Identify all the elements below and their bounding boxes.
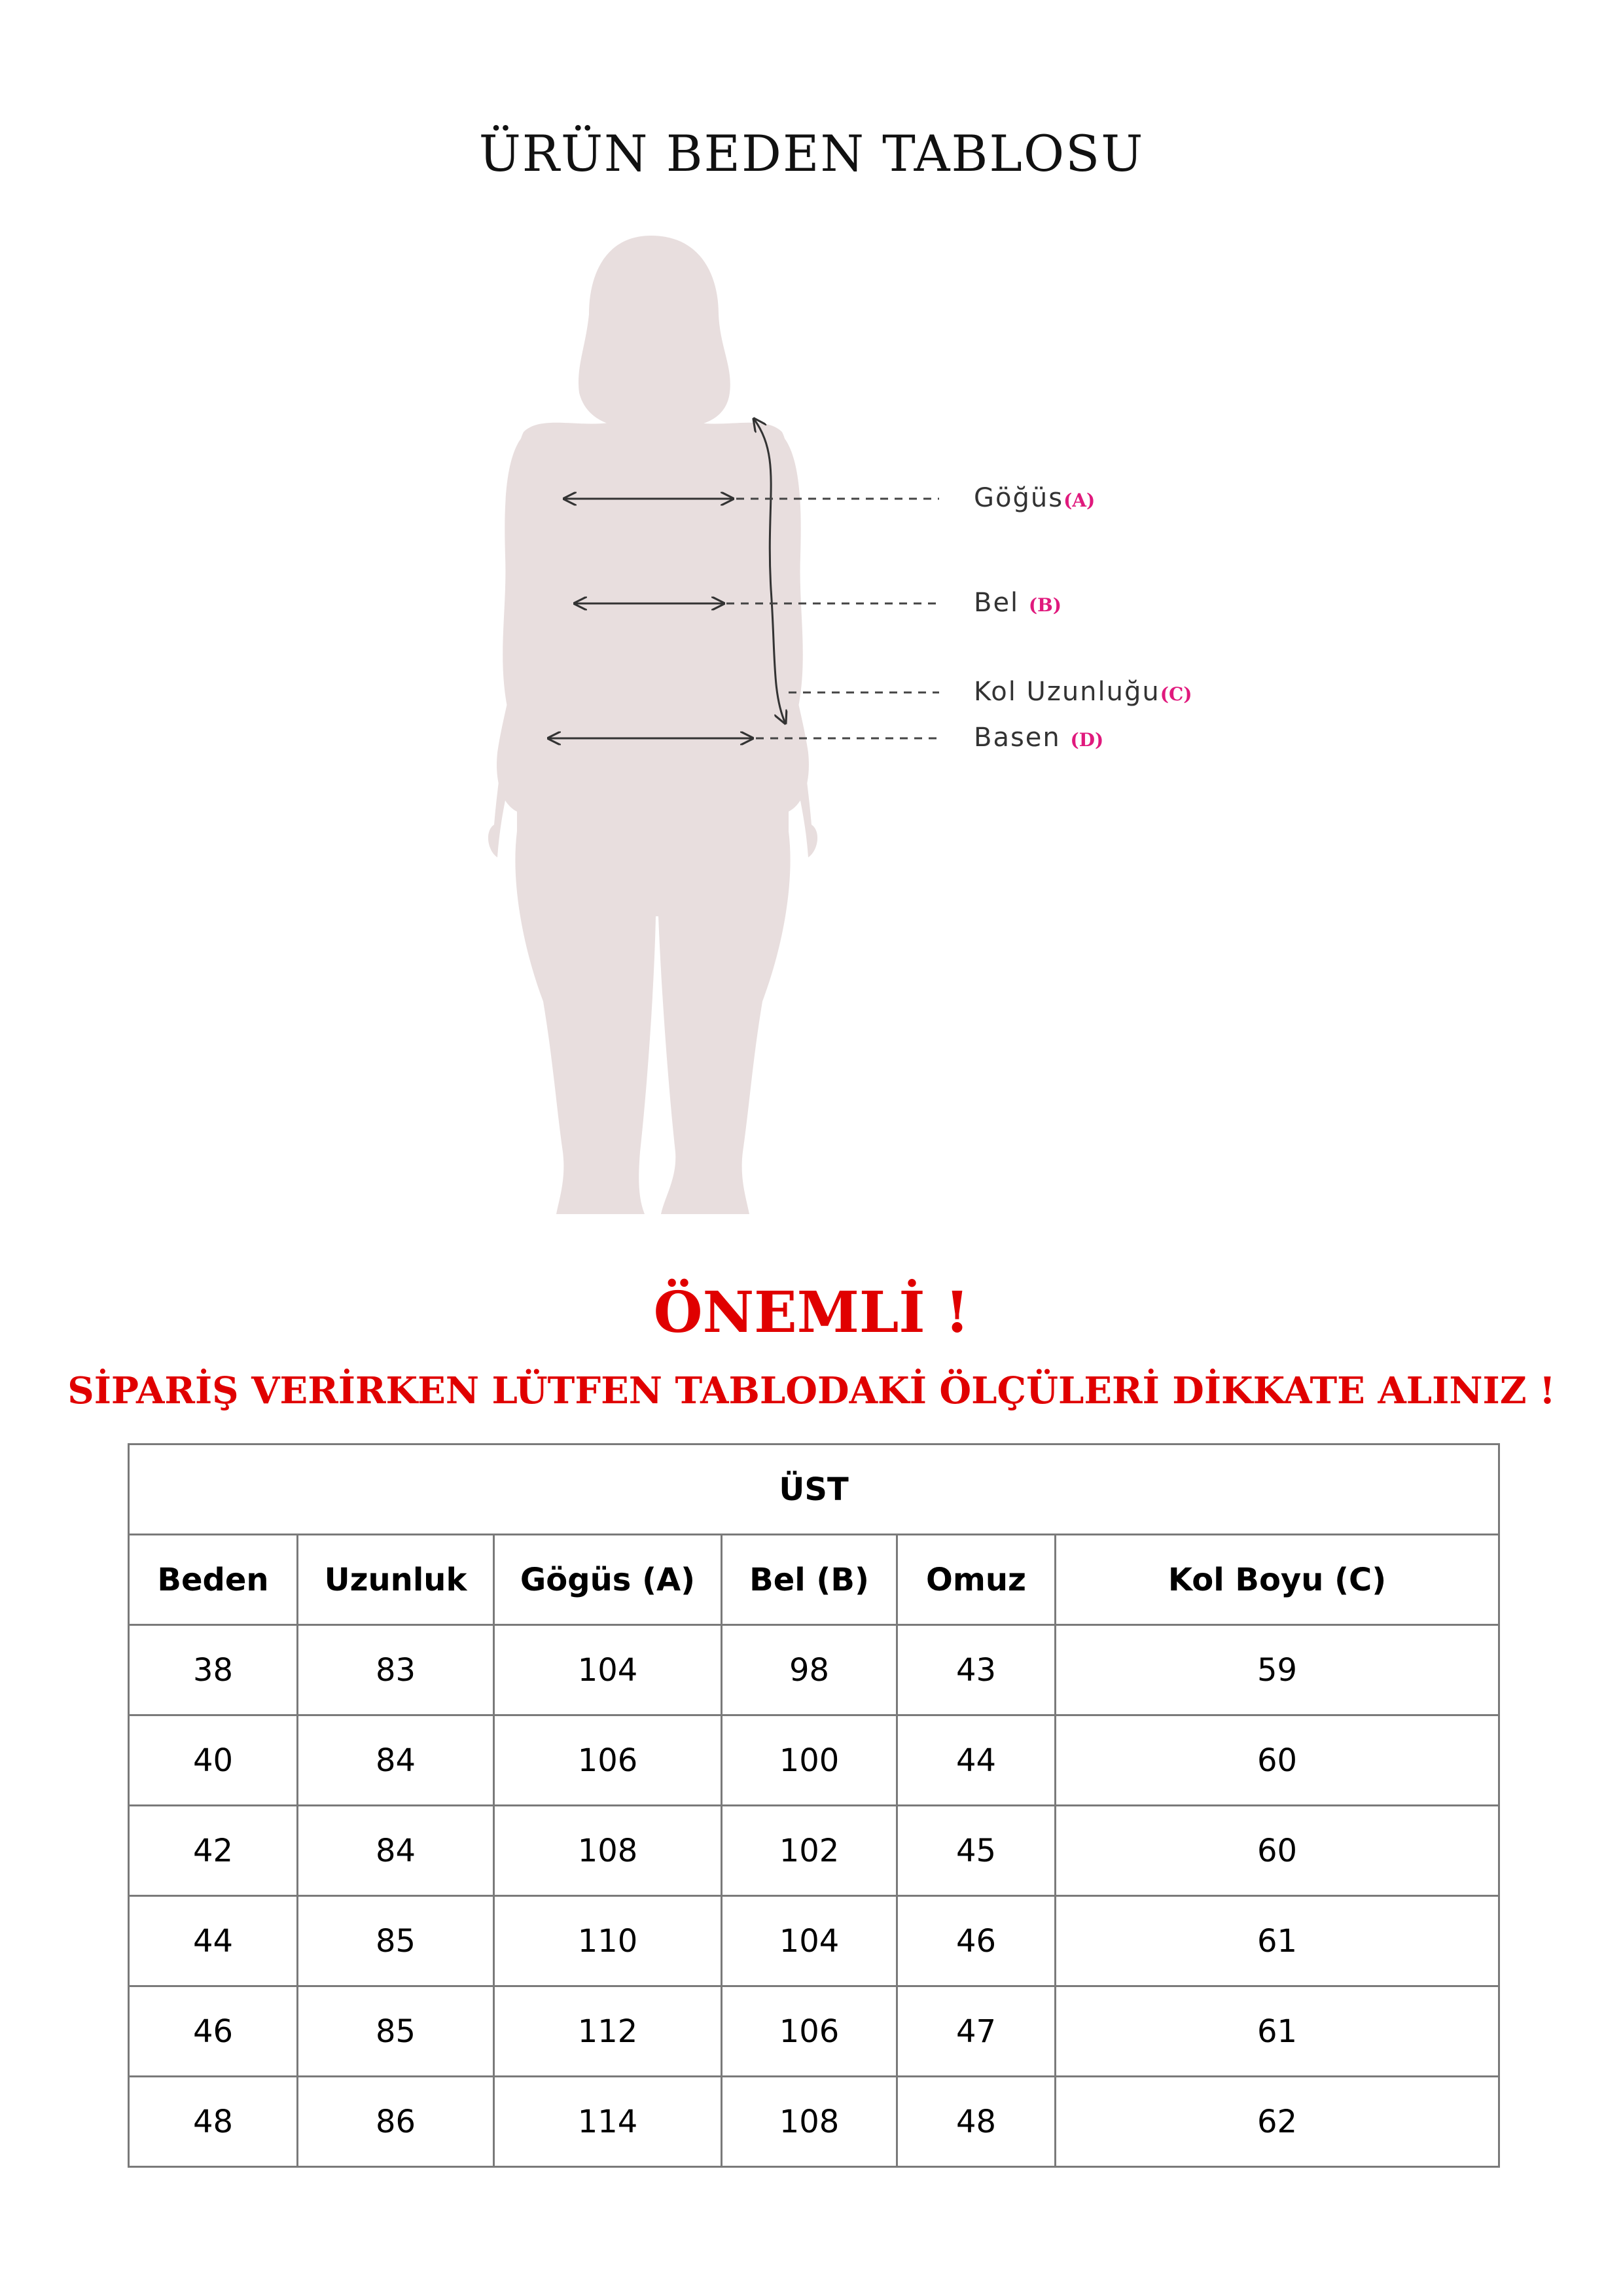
table-cell: 104: [722, 1896, 897, 1986]
table-cell: 42: [129, 1806, 298, 1896]
table-cell: 112: [494, 1986, 722, 2077]
table-row: [129, 1625, 1499, 1715]
table-cell: 84: [298, 1806, 494, 1896]
table-cell: 48: [897, 2077, 1056, 2167]
table-cell: 114: [494, 2077, 722, 2167]
header-size: Beden: [129, 1535, 298, 1625]
header-shoulder: Omuz: [897, 1535, 1056, 1625]
table-cell: 102: [722, 1806, 897, 1896]
measurement-label-waist: Bel (B): [974, 588, 1062, 618]
size-table: [128, 1443, 1500, 2168]
table-cell: 86: [298, 2077, 494, 2167]
table-row: [129, 1715, 1499, 1806]
table-caption: ÜST: [129, 1444, 1499, 1535]
table-cell: 85: [298, 1896, 494, 1986]
table-cell: 100: [722, 1715, 897, 1806]
table-cell: 45: [897, 1806, 1056, 1896]
measurement-label-sleeve: Kol Uzunluğu(C): [974, 677, 1192, 707]
table-cell: 44: [129, 1896, 298, 1986]
table-header-row: [129, 1535, 1499, 1625]
table-cell: 85: [298, 1986, 494, 2077]
table-cell: 40: [129, 1715, 298, 1806]
table-cell: 104: [494, 1625, 722, 1715]
header-sleeve: Kol Boyu (C): [1056, 1535, 1499, 1625]
table-cell: 62: [1056, 2077, 1499, 2167]
table-cell: 84: [298, 1715, 494, 1806]
table-row: [129, 1896, 1499, 1986]
table-cell: 43: [897, 1625, 1056, 1715]
table-cell: 106: [494, 1715, 722, 1806]
table-cell: 108: [494, 1806, 722, 1896]
table-row: [129, 2077, 1499, 2167]
measurement-label-chest: Göğüs(A): [974, 483, 1096, 513]
table-cell: 60: [1056, 1715, 1499, 1806]
header-chest: Gögüs (A): [494, 1535, 722, 1625]
table-cell: 44: [897, 1715, 1056, 1806]
table-cell: 61: [1056, 1986, 1499, 2077]
table-cell: 48: [129, 2077, 298, 2167]
page-title: ÜRÜN BEDEN TABLOSU: [478, 124, 1145, 183]
table-cell: 98: [722, 1625, 897, 1715]
table-cell: 59: [1056, 1625, 1499, 1715]
table-cell: 108: [722, 2077, 897, 2167]
table-caption-row: [129, 1444, 1499, 1535]
table-row: [129, 1806, 1499, 1896]
table-cell: 106: [722, 1986, 897, 2077]
table-cell: 83: [298, 1625, 494, 1715]
table-cell: 47: [897, 1986, 1056, 2077]
table-cell: 38: [129, 1625, 298, 1715]
measurement-label-hip: Basen (D): [974, 723, 1104, 753]
table-row: [129, 1986, 1499, 2077]
table-cell: 46: [897, 1896, 1056, 1986]
table-cell: 110: [494, 1896, 722, 1986]
important-heading: ÖNEMLİ !: [653, 1280, 970, 1346]
order-notice: SİPARİŞ VERİRKEN LÜTFEN TABLODAKİ ÖLÇÜLERİ DİKKATE ALINIZ !: [67, 1369, 1556, 1412]
header-waist: Bel (B): [722, 1535, 897, 1625]
table-cell: 60: [1056, 1806, 1499, 1896]
header-length: Uzunluk: [298, 1535, 494, 1625]
table-cell: 61: [1056, 1896, 1499, 1986]
table-cell: 46: [129, 1986, 298, 2077]
